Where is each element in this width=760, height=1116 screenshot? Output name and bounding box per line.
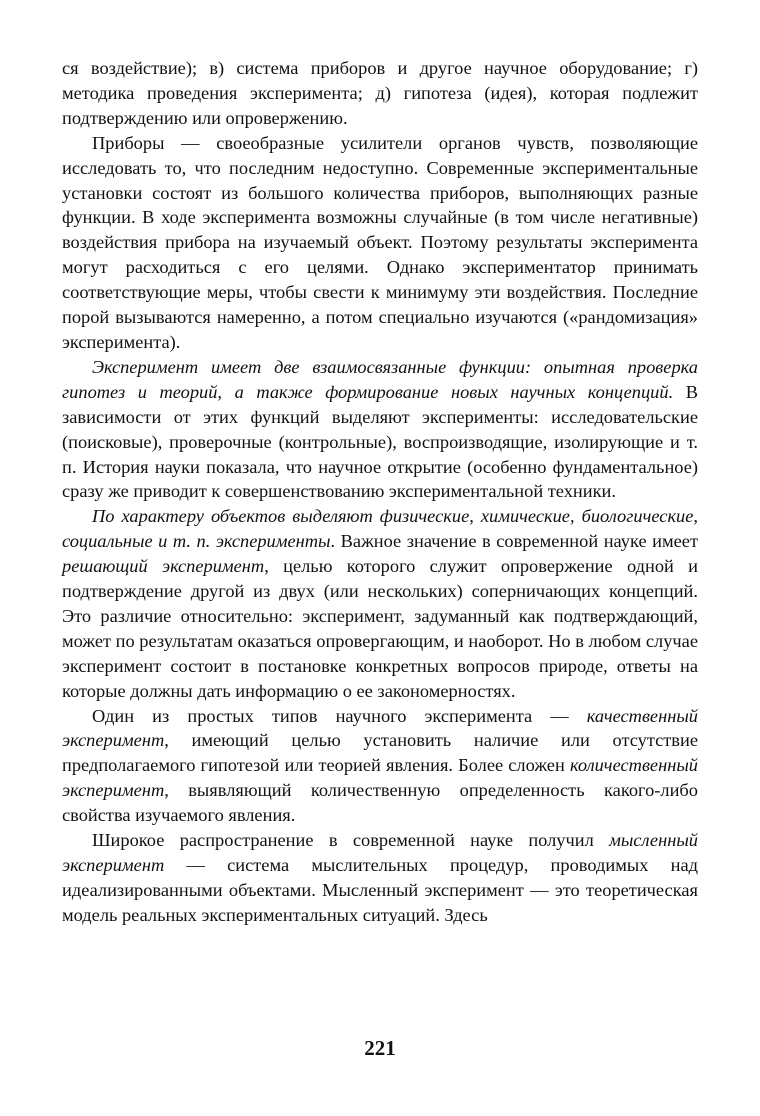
- paragraph-2: [62, 131, 698, 355]
- page-number: 221: [364, 1036, 396, 1060]
- text-run: , имеющий целью установить наличие или отсутствие предполагаемого гипотезой или теорией явления. Более сложен: [62, 730, 698, 776]
- paragraph-5: [62, 704, 698, 829]
- text-run: Один из простых типов научного эксперимента —: [92, 705, 587, 726]
- paragraph-1: [62, 56, 698, 131]
- page-body: [62, 56, 698, 928]
- italic-run: количественный эксперимент: [62, 755, 698, 801]
- text-run: ся воздействие); в) система приборов и другое научное оборудование; г) методика проведения эксперимента; д) гипотеза (идея), которая подлежит подтверждению или опровержению.: [62, 58, 698, 128]
- italic-run: мысленный эксперимент: [62, 830, 698, 875]
- text-run: — система мыслительных процедур, проводимых над идеализированными объектами. Мысленный эксперимент — это теоретическая модель реальных экспериментальных ситуаций. Здесь: [62, 855, 698, 925]
- text-run: , целью которого служит опровержение одной и подтверждение другой из двух (или нескольких) соперничающих концепций. Это различие относительно: эксперимент, задуманный как подтверждающий, может по результатам оказаться опровергающим, и наоборот. Но в любом случае эксперимент состоит в постановке конкретных вопросов природе, ответы на которые должны дать информацию о ее закономерностях.: [62, 556, 699, 701]
- italic-run: качественный эксперимент: [62, 705, 698, 751]
- text-run: . Важное значение в современной науке имеет: [330, 531, 698, 552]
- italic-run: Эксперимент имеет две взаимосвязанные функции: опытная проверка гипотез и теорий, а также формирование новых научных концепций.: [62, 356, 698, 402]
- italic-run: По характеру объектов выделяют физические, химические, биологические, социальные и т. п. эксперименты: [62, 506, 698, 552]
- text-run: В зависимости от этих функций выделяют эксперименты: исследовательские (поисковые), проверочные (контрольные), воспроизводящие, изолирующие и т. п. История науки показала, что научное открытие (особенно фундаментальное) сразу же приводит к совершенствованию экспериментальной техники.: [62, 381, 698, 502]
- paragraph-3: [62, 355, 698, 504]
- text-run: Широкое распространение в современной науке получил: [92, 830, 610, 851]
- text-run: , выявляющий количественную определенность какого-либо свойства изучаемого явления.: [62, 780, 698, 826]
- text-run: Приборы — своеобразные усилители органов чувств, позволяющие исследовать то, что последним недоступно. Современные экспериментальные установки состоят из большого количества приборов, выполняющих разные функции. В ходе эксперимента возможны случайные (в том числе негативные) воздействия прибора на изучаемый объект. Поэтому результаты эксперимента могут расходиться с его целями. Однако экспериментатор принимать соответствующие меры, чтобы свести к минимуму эти воздействия. Последние порой вызываются намеренно, а потом специально изучаются («рандомизация» эксперимента).: [62, 132, 698, 352]
- italic-run: решающий эксперимент: [62, 556, 265, 577]
- paragraph-4: [62, 504, 698, 703]
- paragraph-6: [62, 828, 698, 928]
